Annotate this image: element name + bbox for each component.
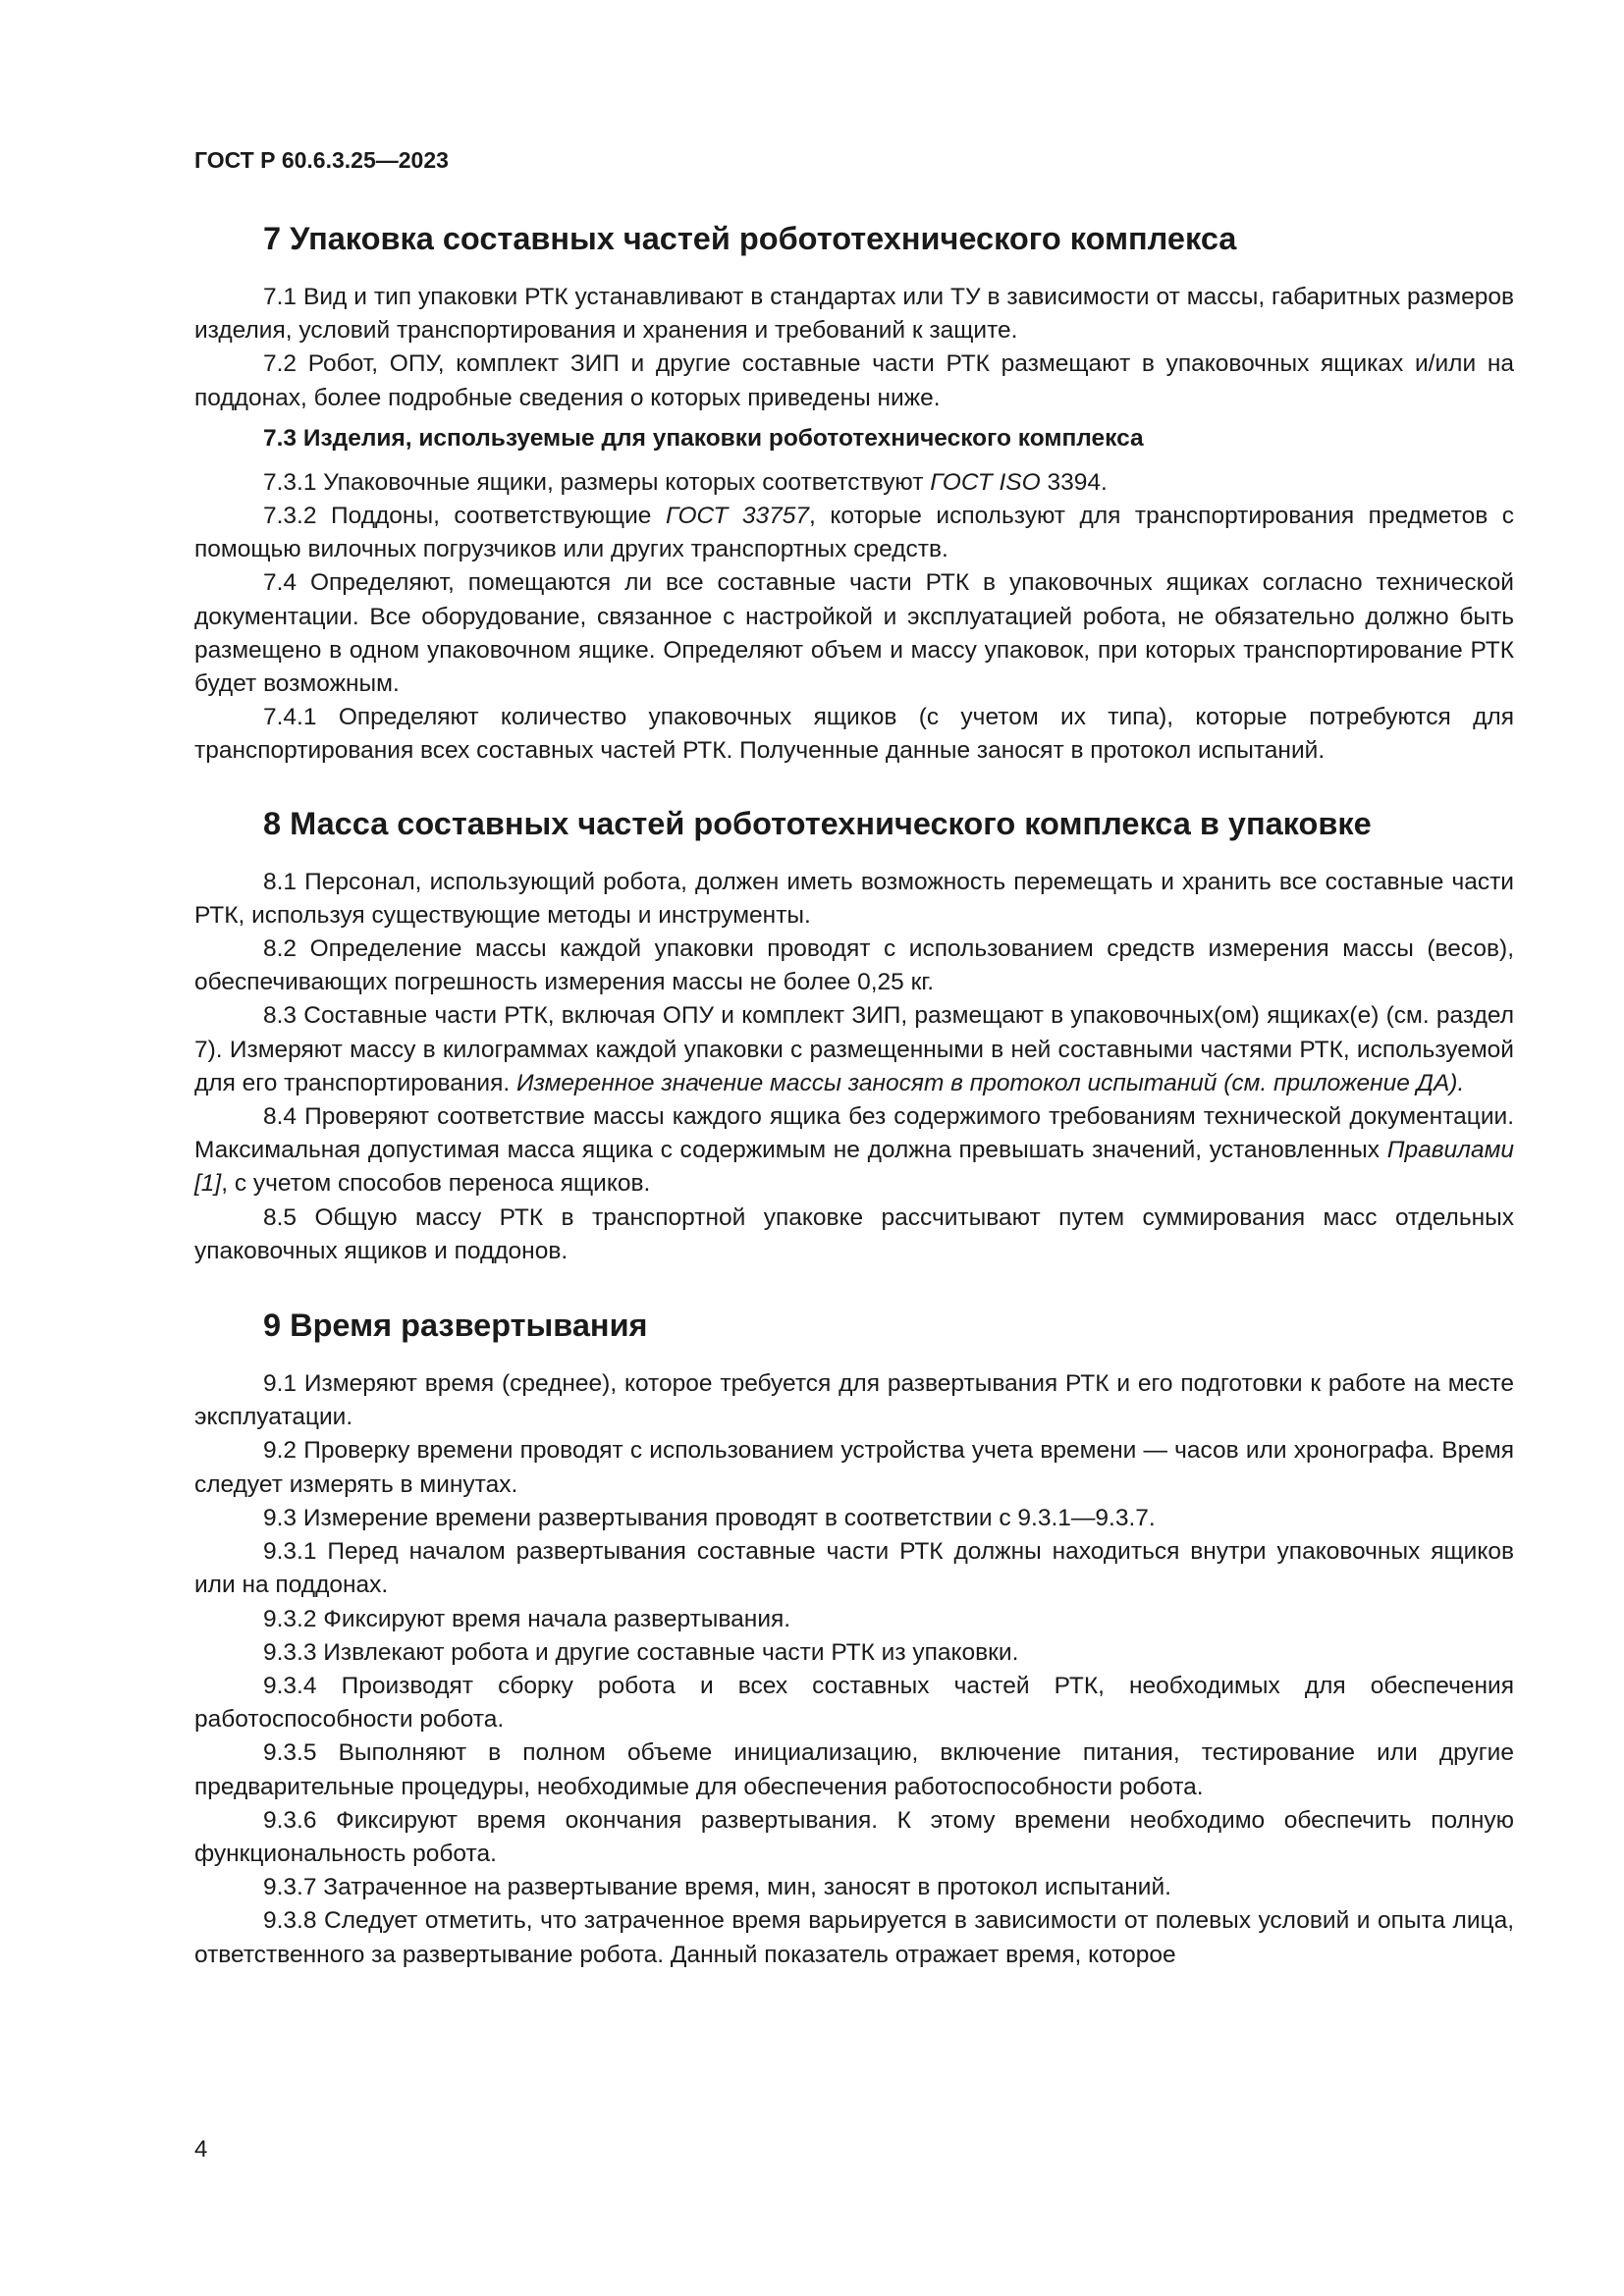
paragraph-8-5: 8.5 Общую массу РТК в транспортной упаковке рассчитывают путем суммирования масс отдельных упаковочных ящиков и поддонов. [194, 1203, 1514, 1264]
page-number: 4 [194, 2136, 208, 2163]
document-code: ГОСТ Р 60.6.3.25—2023 [194, 147, 449, 173]
paragraph-9-3-6: 9.3.6 Фиксируют время окончания развертывания. К этому времени необходимо обеспечить полную функциональность робота. [194, 1806, 1514, 1867]
paragraph-7-2: 7.2 Робот, ОПУ, комплект ЗИП и другие составные части РТК размещают в упаковочных ящиках и/или на поддонах, более подробные сведения о которых приведены ниже. [194, 350, 1514, 411]
paragraph-7-3-2: 7.3.2 Поддоны, соответствующие ГОСТ 33757, которые используют для транспортирования предметов с помощью вилочных погрузчиков или других транспортных средств. [194, 503, 1514, 563]
paragraph-9-3-2: 9.3.2 Фиксируют время начала развертывания. [263, 1605, 791, 1632]
paragraph-7-3-1: 7.3.1 Упаковочные ящики, размеры которых соответствуют ГОСТ ISO 3394. [263, 468, 1108, 496]
paragraph-8-1: 8.1 Персонал, использующий робота, должен иметь возможность перемещать и хранить все составные части РТК, используя существующие методы и инструменты. [194, 868, 1514, 929]
paragraph-9-3-1: 9.3.1 Перед началом развертывания составные части РТК должны находиться внутри упаковочных ящиков или на поддонах. [194, 1538, 1514, 1599]
paragraph-7-4: 7.4 Определяют, помещаются ли все составные части РТК в упаковочных ящиках согласно технической документации. Все оборудование, связанное с настройкой и эксплуатацией робота, не обязательно должно быть размещено в одном упаковочном ящике. Определяют объем и массу упаковок, при которых транспортирование РТК будет возможным. [194, 569, 1514, 698]
section-7-title: 7 Упаковка составных частей робототехнического комплекса [263, 221, 1237, 256]
reference-gost-iso: ГОСТ ISO [930, 468, 1041, 496]
paragraph-9-3-4: 9.3.4 Производят сборку робота и всех составных частей РТК, необходимых для обеспечения работоспособности робота. [194, 1672, 1514, 1734]
paragraph-9-3-3: 9.3.3 Извлекают робота и другие составные части РТК из упаковки. [263, 1638, 1019, 1666]
paragraph-8-2: 8.2 Определение массы каждой упаковки проводят с использованием средств измерения массы (весов), обеспечивающих погрешность измерения массы не более 0,25 кг. [194, 935, 1514, 996]
reference-gost-33757: ГОСТ 33757 [665, 503, 810, 530]
paragraph-9-3: 9.3 Измерение времени развертывания проводят в соответствии с 9.3.1—9.3.7. [263, 1504, 1156, 1531]
paragraph-9-2: 9.2 Проверку времени проводят с использованием устройства учета времени — часов или хронографа. Время следует измерять в минутах. [194, 1437, 1514, 1498]
paragraph-9-1: 9.1 Измеряют время (среднее), которое требуется для развертывания РТК и его подготовки к работе на месте эксплуатации. [194, 1370, 1514, 1431]
paragraph-7-1: 7.1 Вид и тип упаковки РТК устанавливают в стандартах или ТУ в зависимости от массы, габаритных размеров изделия, условий транспортирования и хранения и требований к защите. [194, 284, 1514, 345]
paragraph-9-3-7: 9.3.7 Затраченное на развертывание время, мин, заносят в протокол испытаний. [263, 1874, 1171, 1901]
section-9-title: 9 Время развертывания [263, 1308, 648, 1344]
paragraph-8-3: 8.3 Составные части РТК, включая ОПУ и комплект ЗИП, размещают в упаковочных(ом) ящиках(е) (см. раздел 7). Измеряют массу в килограммах каждой упаковки с размещенными в ней составными частями РТК, используемой для его транспортирования. Измеренное значение массы заносят в протокол испытаний (см. приложение ДА). [194, 1002, 1514, 1096]
paragraph-9-3-8: 9.3.8 Следует отметить, что затраченное время варьируется в зависимости от полевых условий и опыта лица, ответственного за развертывание робота. Данный показатель отражает время, которое [194, 1907, 1514, 1968]
section-8-title: 8 Масса составных частей робототехнического комплекса в упаковке [263, 805, 1372, 841]
document-page [194, 147, 1514, 1972]
paragraph-9-3-5: 9.3.5 Выполняют в полном объеме инициализацию, включение питания, тестирование или другие предварительные процедуры, необходимые для обеспечения работоспособности робота. [194, 1739, 1514, 1800]
paragraph-8-4: 8.4 Проверяют соответствие массы каждого ящика без содержимого требованиям технической документации. Максимальная допустимая масса ящика с содержимым не должна превышать значений, установленных Правилами [1], с учетом способов переноса ящиков. [194, 1103, 1514, 1198]
paragraph-7-4-1: 7.4.1 Определяют количество упаковочных ящиков (с учетом их типа), которые потребуются для транспортирования всех составных частей РТК. Полученные данные заносят в протокол испытаний. [194, 704, 1514, 765]
reference-rules: Правилами [1] [194, 1137, 1514, 1198]
subsection-7-3-title: 7.3 Изделия, используемые для упаковки робототехнического комплекса [263, 424, 1144, 452]
